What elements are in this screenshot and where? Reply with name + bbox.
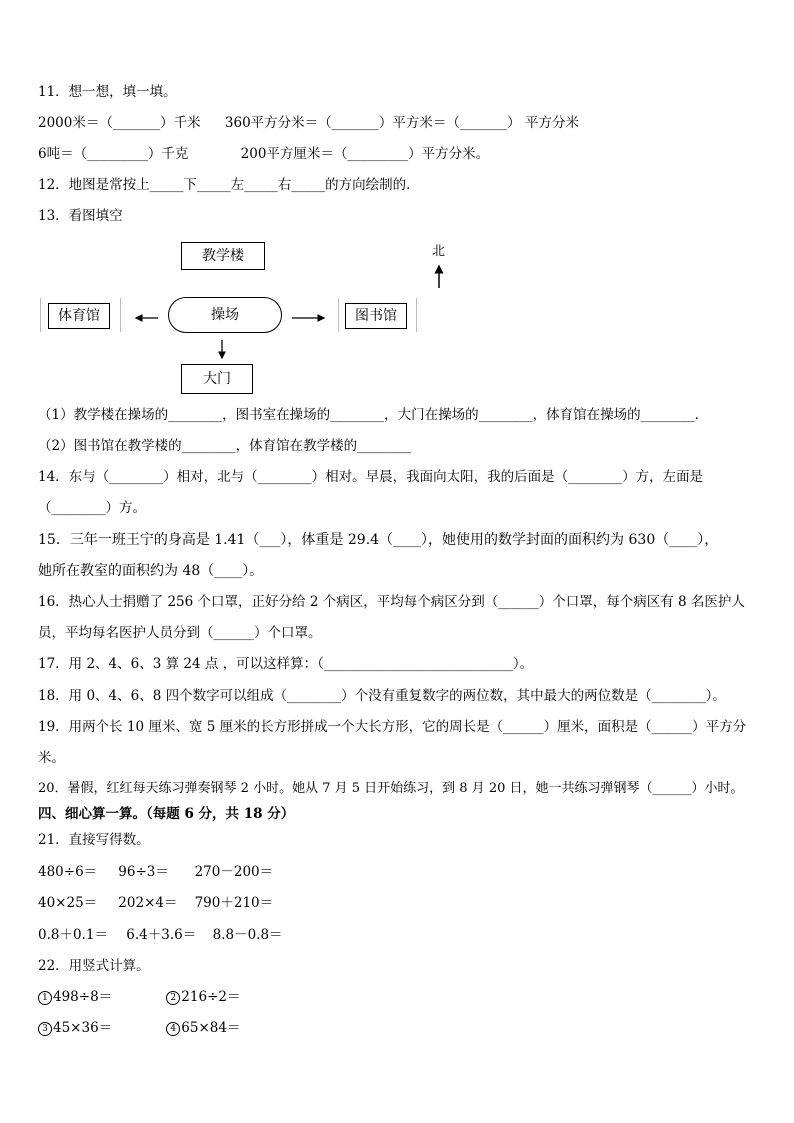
section-4-heading: 四、细心算一算。（每题 6 分，共 18 分）	[38, 806, 295, 822]
q20: 20．暑假，红红每天练习弹奏钢琴 2 小时。她从 7 月 5 日开始练习，到 8 月 20 日，她一共练习弹钢琴（______）小时。	[38, 781, 744, 796]
q21-r2-c3: 790＋210＝	[194, 895, 274, 911]
q17: 17．用 2、4、6、3 算 24 点 ，可以这样算：（____________________________）。	[38, 656, 534, 672]
playground: 操场	[168, 297, 282, 333]
q13-title: 13．看图填空	[38, 208, 123, 224]
q21-title: 21．直接写得数。	[38, 832, 150, 848]
circle-number-1: 1	[38, 991, 52, 1005]
q21-r2-c2: 202×4＝	[118, 895, 178, 911]
q15-line2: 她所在教室的面积约为 48（____）。	[38, 563, 264, 579]
q13-part1: （1）教学楼在操场的________，图书室在操场的________，大门在操场的________，体育馆在操场的________．	[38, 407, 709, 423]
q16-line2: 员，平均每名医护人员分到（______）个口罩。	[38, 625, 322, 641]
q22-expr-1: 498÷8＝	[53, 989, 113, 1005]
q21-r1-c1: 480÷6＝	[38, 864, 98, 880]
q12: 12．地图是常按上_____下_____左_____右_____的方向绘制的．	[38, 177, 420, 193]
q21-r3-c2: 6.4＋3.6＝	[126, 927, 197, 943]
q21-r3-c1: 0.8＋0.1＝	[38, 927, 108, 943]
q13-part2: （2）图书馆在教学楼的________，体育馆在教学楼的________	[38, 438, 412, 454]
q21-row2	[38, 893, 273, 913]
q16-line1: 16．热心人士捐赠了 256 个口罩，正好分给 2 个病区，平均每个病区分到（______）个口罩，每个病区有 8 名医护人	[38, 594, 745, 610]
q21-row3	[38, 925, 283, 945]
q14-line2: （________）方。	[38, 500, 146, 516]
building-library: 图书馆	[345, 303, 407, 329]
q19-line2: 米。	[38, 750, 65, 766]
building-teaching: 教学楼	[181, 242, 265, 270]
q22-expr-4: 65×84＝	[181, 1020, 241, 1036]
q18: 18．用 0、4、6、8 四个数字可以组成（________）个没有重复数字的两位数，其中最大的两位数是（________）。	[38, 688, 726, 704]
q22-item-2	[166, 987, 240, 1007]
circle-number-4: 4	[166, 1022, 180, 1036]
q22-expr-3: 45×36＝	[53, 1020, 113, 1036]
q11-title: 11．想一想，填一填。	[38, 84, 177, 100]
arrows	[0, 0, 794, 420]
q21-r3-c3: 8.8－0.8＝	[212, 927, 283, 943]
q21-r2-c1: 40×25＝	[38, 895, 98, 911]
q11-l2-b: 200平方厘米＝（_________）平方分米。	[240, 146, 490, 162]
q11-l2-a: 6吨＝（_________）千克	[38, 146, 189, 162]
circle-number-2: 2	[166, 991, 180, 1005]
main-gate: 大门	[181, 364, 253, 394]
q19-line1: 19．用两个长 10 厘米、宽 5 厘米的长方形拼成一个大长方形，它的周长是（______）厘米，面积是（______）平方分	[38, 719, 747, 735]
q22-item-1	[38, 987, 162, 1007]
q14-line1: 14．东与（________）相对，北与（________）相对。早晨，我面向太阳，我的后面是（________）方，左面是	[38, 469, 704, 485]
q22-item-3	[38, 1018, 162, 1038]
q22-expr-2: 216÷2＝	[181, 989, 241, 1005]
q22-row2	[38, 1018, 240, 1038]
q15-line1: 15．三年一班王宁的身高是 1.41（___），体重是 29.4（____），她使用的数学封面的面积约为 630（____），	[38, 532, 719, 548]
q21-row1	[38, 862, 273, 882]
q22-item-4	[166, 1018, 240, 1038]
circle-number-3: 3	[38, 1022, 52, 1036]
q11-l1-b: 360平方分米＝（_______）平方米＝（_______） 平方分米	[224, 115, 579, 131]
q22-row1	[38, 987, 240, 1007]
q22-title: 22．用竖式计算。	[38, 958, 150, 974]
building-gym: 体育馆	[48, 303, 110, 329]
north-label: 北	[432, 244, 446, 259]
q11-l1-a: 2000米＝（_______）千米	[38, 115, 201, 131]
q21-r1-c3: 270－200＝	[194, 864, 274, 880]
q21-r1-c2: 96÷3＝	[118, 864, 169, 880]
